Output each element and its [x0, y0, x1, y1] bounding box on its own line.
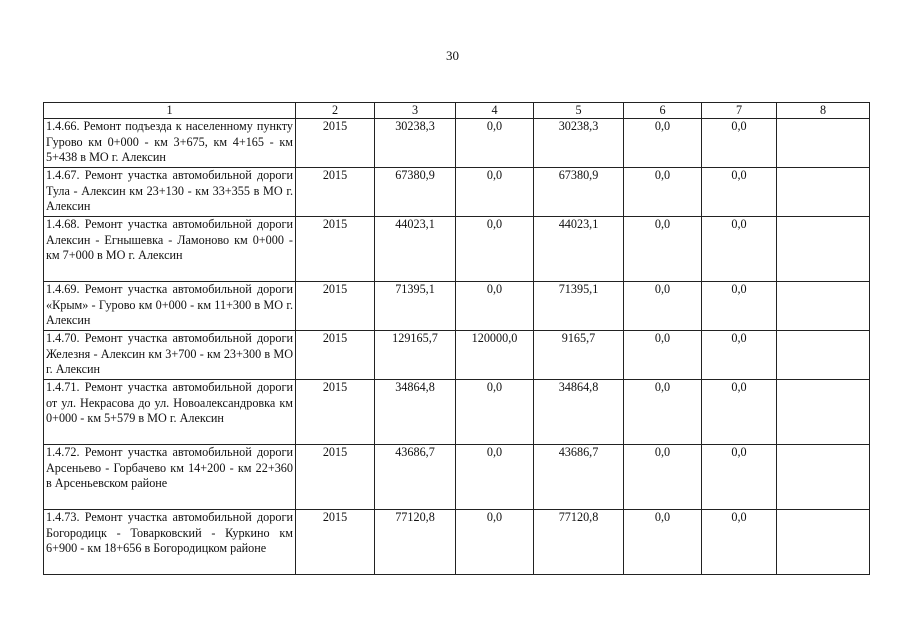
header-row	[44, 103, 870, 119]
row-col-8	[777, 168, 870, 217]
row-col-4: 0,0	[456, 282, 534, 331]
row-description: 1.4.66. Ремонт подъезда к населенному пункту Гурово км 0+000 - км 3+675, км 4+165 - км 5+438 в МО г. Алексин	[44, 119, 296, 168]
table-row	[44, 445, 870, 510]
header-col-8: 8	[777, 103, 870, 119]
row-col-8	[777, 445, 870, 510]
row-col-6: 0,0	[624, 331, 702, 380]
header-col-6: 6	[624, 103, 702, 119]
row-col-3: 129165,7	[375, 331, 456, 380]
row-col-7: 0,0	[702, 510, 777, 575]
row-col-7: 0,0	[702, 331, 777, 380]
row-col-6: 0,0	[624, 119, 702, 168]
row-col-3: 43686,7	[375, 445, 456, 510]
header-col-4: 4	[456, 103, 534, 119]
row-col-3: 71395,1	[375, 282, 456, 331]
row-col-4: 0,0	[456, 119, 534, 168]
row-col-7: 0,0	[702, 380, 777, 445]
row-col-7: 0,0	[702, 217, 777, 282]
table-body	[44, 119, 870, 575]
row-col-5: 77120,8	[534, 510, 624, 575]
header-col-3: 3	[375, 103, 456, 119]
row-col-3: 67380,9	[375, 168, 456, 217]
row-description: 1.4.69. Ремонт участка автомобильной дороги «Крым» - Гурово км 0+000 - км 11+300 в МО г. Алексин	[44, 282, 296, 331]
row-col-5: 9165,7	[534, 331, 624, 380]
row-col-4: 0,0	[456, 168, 534, 217]
table-header	[44, 103, 870, 119]
row-col-7: 0,0	[702, 445, 777, 510]
row-col-4: 0,0	[456, 510, 534, 575]
row-col-7: 0,0	[702, 282, 777, 331]
row-year: 2015	[296, 168, 375, 217]
row-col-5: 71395,1	[534, 282, 624, 331]
row-col-6: 0,0	[624, 380, 702, 445]
row-col-4: 120000,0	[456, 331, 534, 380]
table-row	[44, 168, 870, 217]
row-col-6: 0,0	[624, 217, 702, 282]
row-col-7: 0,0	[702, 119, 777, 168]
row-col-4: 0,0	[456, 217, 534, 282]
row-col-3: 44023,1	[375, 217, 456, 282]
row-col-8	[777, 282, 870, 331]
row-col-3: 77120,8	[375, 510, 456, 575]
row-col-5: 67380,9	[534, 168, 624, 217]
row-description: 1.4.68. Ремонт участка автомобильной дороги Алексин - Егнышевка - Ламоново км 0+000 - км 7+000 в МО г. Алексин	[44, 217, 296, 282]
row-description: 1.4.67. Ремонт участка автомобильной дороги Тула - Алексин км 23+130 - км 33+355 в МО г. Алексин	[44, 168, 296, 217]
table-row	[44, 282, 870, 331]
row-year: 2015	[296, 380, 375, 445]
row-year: 2015	[296, 445, 375, 510]
row-description: 1.4.73. Ремонт участка автомобильной дороги Богородицк - Товарковский - Куркино км 6+900 - км 18+656 в Богородицком районе	[44, 510, 296, 575]
row-description: 1.4.71. Ремонт участка автомобильной дороги от ул. Некрасова до ул. Новоалександровка км 0+000 - км 5+579 в МО г. Алексин	[44, 380, 296, 445]
row-col-8	[777, 119, 870, 168]
table-row	[44, 380, 870, 445]
row-col-5: 43686,7	[534, 445, 624, 510]
row-year: 2015	[296, 282, 375, 331]
row-col-4: 0,0	[456, 380, 534, 445]
row-description: 1.4.70. Ремонт участка автомобильной дороги Железня - Алексин км 3+700 - км 23+300 в МО г. Алексин	[44, 331, 296, 380]
row-description: 1.4.72. Ремонт участка автомобильной дороги Арсеньево - Горбачево км 14+200 - км 22+360 в Арсеньевском районе	[44, 445, 296, 510]
table-row	[44, 217, 870, 282]
row-col-8	[777, 217, 870, 282]
row-col-5: 34864,8	[534, 380, 624, 445]
table-row	[44, 119, 870, 168]
row-col-3: 30238,3	[375, 119, 456, 168]
row-col-8	[777, 510, 870, 575]
row-year: 2015	[296, 331, 375, 380]
header-col-7: 7	[702, 103, 777, 119]
row-col-6: 0,0	[624, 445, 702, 510]
row-col-7: 0,0	[702, 168, 777, 217]
row-col-5: 44023,1	[534, 217, 624, 282]
header-col-2: 2	[296, 103, 375, 119]
budget-table	[43, 102, 870, 575]
row-col-8	[777, 380, 870, 445]
row-year: 2015	[296, 217, 375, 282]
page-number: 30	[446, 48, 459, 63]
table-row	[44, 510, 870, 575]
header-col-5: 5	[534, 103, 624, 119]
row-col-3: 34864,8	[375, 380, 456, 445]
row-col-5: 30238,3	[534, 119, 624, 168]
row-year: 2015	[296, 119, 375, 168]
row-col-6: 0,0	[624, 282, 702, 331]
table-row	[44, 331, 870, 380]
row-col-6: 0,0	[624, 168, 702, 217]
row-col-8	[777, 331, 870, 380]
row-col-6: 0,0	[624, 510, 702, 575]
header-col-1: 1	[44, 103, 296, 119]
row-col-4: 0,0	[456, 445, 534, 510]
row-year: 2015	[296, 510, 375, 575]
